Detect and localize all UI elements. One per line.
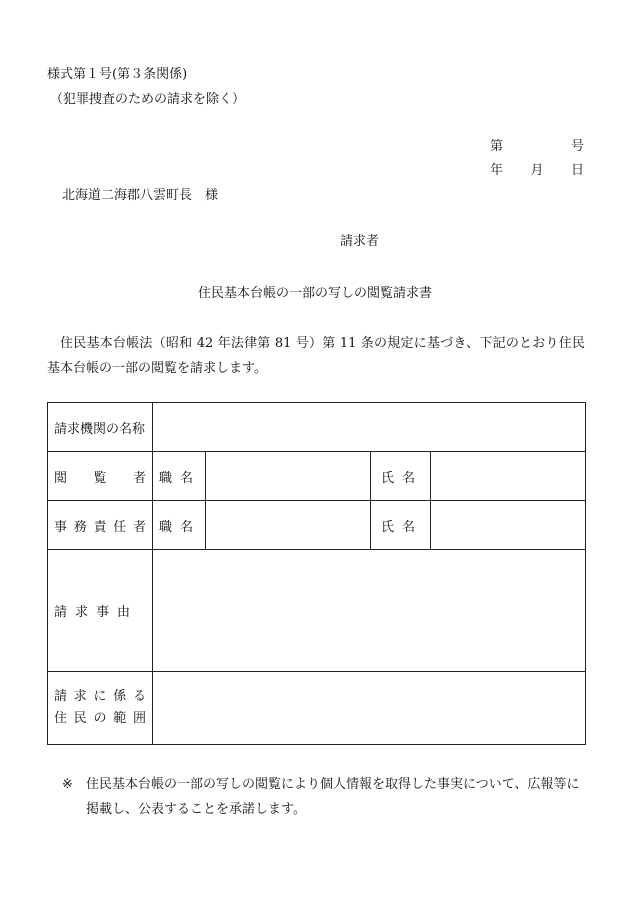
reason-row bbox=[48, 550, 586, 672]
label-char: 職 bbox=[159, 519, 173, 535]
request-form-table bbox=[47, 402, 586, 745]
scope-field[interactable] bbox=[153, 672, 586, 745]
manager-job-title-field[interactable] bbox=[206, 501, 371, 550]
scope-char: 住 bbox=[54, 711, 68, 726]
manager-char: 任 bbox=[113, 519, 127, 535]
addressee: 北海道二海郡八雲町長 様 bbox=[62, 188, 219, 203]
label-char: 氏 bbox=[381, 519, 395, 535]
requester-label: 請求者 bbox=[340, 234, 380, 249]
doc-no-prefix: 第 bbox=[490, 139, 504, 154]
year-label: 年 bbox=[490, 163, 504, 178]
scope-char: 範 bbox=[113, 711, 127, 726]
viewer-label bbox=[48, 452, 153, 501]
month-label: 月 bbox=[530, 163, 544, 178]
viewer-job-title-field[interactable] bbox=[206, 452, 371, 501]
manager-char: 事 bbox=[54, 519, 68, 535]
scope-row bbox=[48, 672, 586, 745]
form-number: 様式第１号(第３条関係) bbox=[47, 67, 188, 82]
viewer-row bbox=[48, 452, 586, 501]
document-date bbox=[490, 162, 584, 180]
reason-char: 由 bbox=[116, 605, 130, 620]
day-label: 日 bbox=[570, 163, 584, 178]
footnote bbox=[62, 772, 587, 822]
manager-char: 者 bbox=[132, 519, 146, 535]
label-char: 名 bbox=[401, 519, 415, 535]
footnote-text: 住民基本台帳の一部の写しの閲覧により個人情報を取得した事実について、広報等に掲載し、公表することを承諾します。 bbox=[86, 777, 580, 817]
reason-char: 求 bbox=[74, 605, 88, 620]
scope-char: 求 bbox=[73, 689, 87, 704]
org-name-row bbox=[48, 403, 586, 452]
label-char: 氏 bbox=[381, 470, 395, 486]
label-char: 名 bbox=[401, 470, 415, 486]
manager-row bbox=[48, 501, 586, 550]
manager-char: 務 bbox=[73, 519, 87, 535]
viewer-name-field[interactable] bbox=[431, 452, 586, 501]
scope-label bbox=[48, 672, 153, 745]
doc-no-suffix: 号 bbox=[570, 139, 584, 154]
label-char: 職 bbox=[159, 470, 173, 486]
label-char: 名 bbox=[179, 470, 193, 486]
document-number bbox=[490, 138, 584, 156]
manager-name-label bbox=[371, 501, 431, 550]
viewer-char: 者 bbox=[132, 470, 146, 486]
reason-field[interactable] bbox=[153, 550, 586, 672]
scope-char: 民 bbox=[73, 711, 87, 726]
viewer-char: 閲 bbox=[54, 470, 68, 486]
label-char: 名 bbox=[179, 519, 193, 535]
scope-char: る bbox=[132, 689, 146, 704]
scope-char: 囲 bbox=[132, 711, 146, 726]
form-note: （犯罪捜査のための請求を除く） bbox=[50, 92, 246, 107]
reason-label bbox=[48, 550, 153, 672]
viewer-char: 覧 bbox=[93, 470, 107, 486]
manager-label bbox=[48, 501, 153, 550]
manager-char: 責 bbox=[93, 519, 107, 535]
body-text: 住民基本台帳法（昭和 42 年法律第 81 号）第 11 条の規定に基づき、下記のとおり住民基本台帳の一部の閲覧を請求します。 bbox=[47, 336, 585, 376]
viewer-name-label bbox=[371, 452, 431, 501]
org-name-label: 請求機関の名称 bbox=[48, 403, 153, 452]
org-name-field[interactable] bbox=[153, 403, 586, 452]
document-title: 住民基本台帳の一部の写しの閲覧請求書 bbox=[197, 286, 432, 301]
manager-name-field[interactable] bbox=[431, 501, 586, 550]
scope-char: 請 bbox=[54, 689, 68, 704]
manager-job-title-label bbox=[153, 501, 206, 550]
reason-char: 請 bbox=[54, 605, 68, 620]
scope-char: 係 bbox=[113, 689, 127, 704]
scope-char: の bbox=[93, 711, 107, 726]
footnote-mark: ※ bbox=[62, 777, 73, 792]
viewer-job-title-label bbox=[153, 452, 206, 501]
reason-char: 事 bbox=[95, 605, 109, 620]
scope-char: に bbox=[93, 689, 107, 704]
